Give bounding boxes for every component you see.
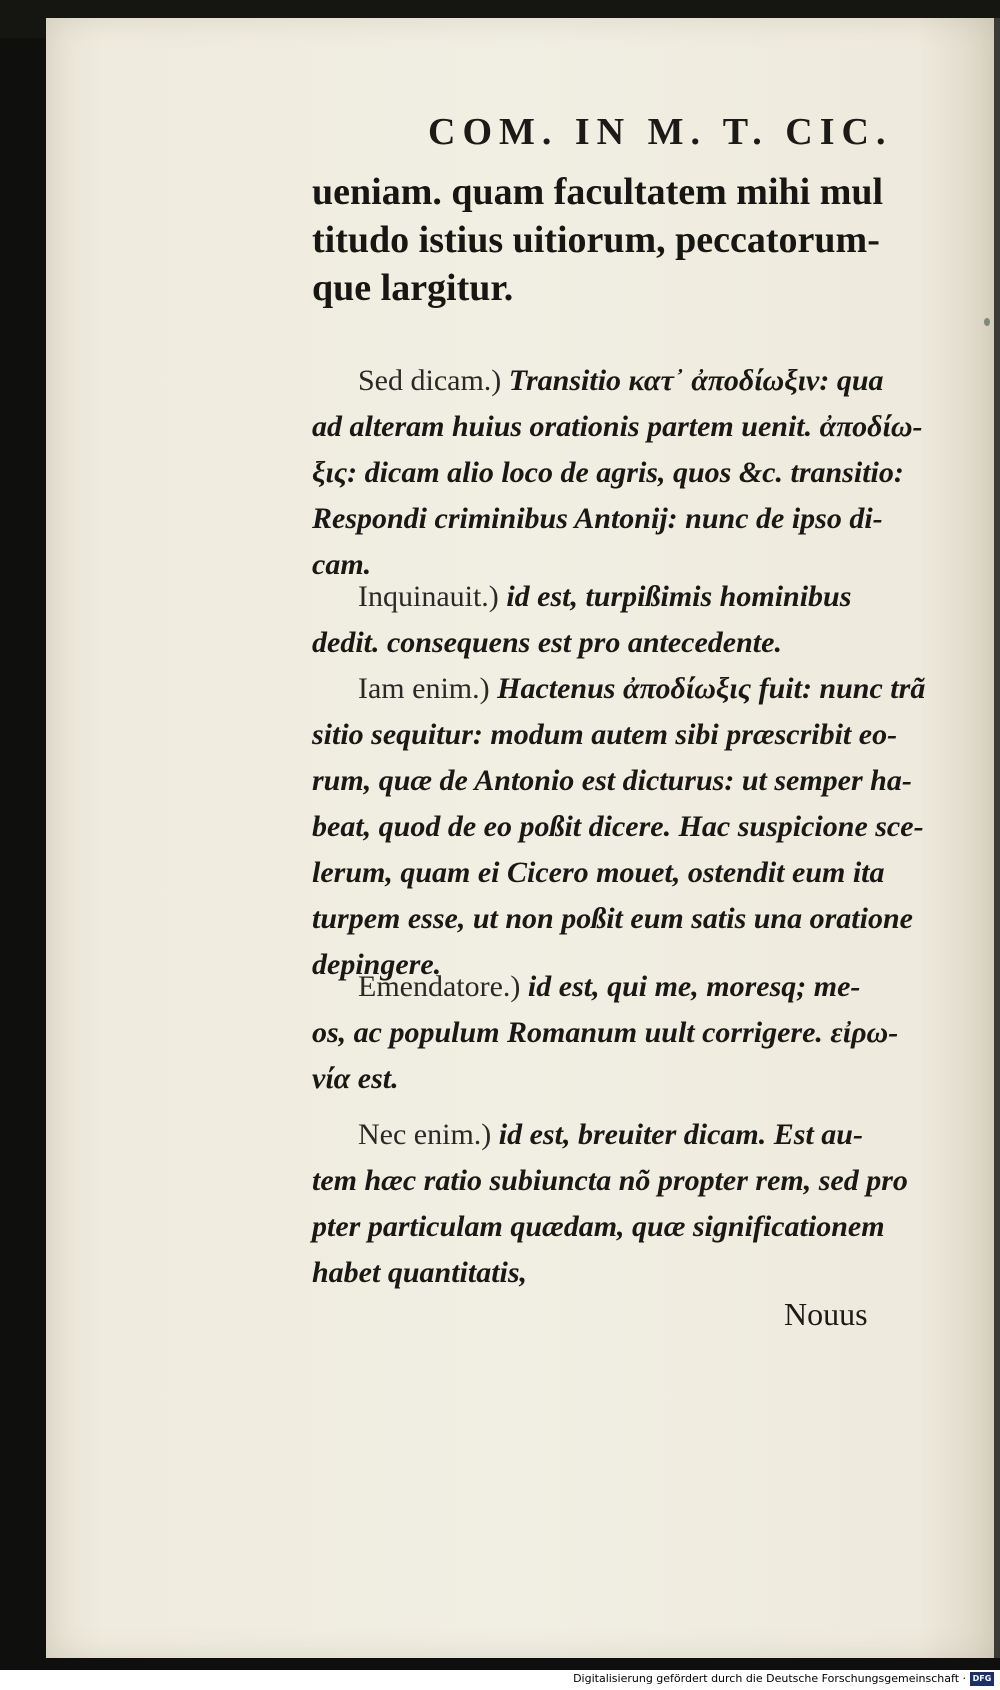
running-head: COM. IN M. T. CIC. <box>428 111 893 153</box>
lead-text <box>312 168 952 312</box>
dfg-logo-icon: DFG <box>970 1672 994 1686</box>
gloss: id est, breuiter dicam. Est au- <box>491 1118 863 1151</box>
commentary-note <box>312 666 952 988</box>
lead-line: ueniam. quam facultatem mihi mul <box>312 171 884 213</box>
gloss: id est, turpißimis hominibus <box>498 580 852 613</box>
commentary-note <box>312 964 952 1102</box>
lemma: Sed dicam.) <box>358 364 502 397</box>
note-line <box>312 666 952 712</box>
note-line: os, ac populum Romanum uult corrigere. εἰρω- <box>312 1016 899 1049</box>
note-line: ad alteram huius orationis partem uenit. ἀποδίω- <box>312 410 923 443</box>
note-line: νία est. <box>312 1062 399 1095</box>
note-line: ξις: dicam alio loco de agris, quos &c. transitio: <box>312 456 904 489</box>
funding-credit: Digitalisierung gefördert durch die Deutsche Forschungsgemeinschaft · <box>573 1672 966 1685</box>
note-line: habet quantitatis, <box>312 1256 528 1289</box>
lead-line: titudo istius uitiorum, peccatorum- <box>312 219 880 261</box>
commentary-note <box>312 1112 952 1296</box>
catchword: Nouus <box>784 1296 868 1332</box>
note-line: pter particulam quædam, quæ significationem <box>312 1210 885 1243</box>
gloss: id est, qui me, moresq; me- <box>520 970 861 1003</box>
note-line <box>312 574 952 620</box>
lemma: Inquinauit.) <box>358 580 499 613</box>
note-line <box>312 1112 952 1158</box>
paper-stain <box>984 318 990 326</box>
gloss: Hactenus ἀποδίωξις fuit: nunc trã <box>489 672 926 705</box>
page-edge <box>994 18 1000 1658</box>
note-line: cam. <box>312 548 372 581</box>
commentary-note <box>312 358 952 588</box>
note-line: sitio sequitur: modum autem sibi præscribit eo- <box>312 718 898 751</box>
note-line <box>312 964 952 1010</box>
note-line: Respondi criminibus Antonij: nunc de ipso di- <box>312 502 883 535</box>
note-line: beat, quod de eo poßit dicere. Hac suspicione sce- <box>312 810 924 843</box>
lemma: Iam enim.) <box>358 672 490 705</box>
note-line <box>312 358 952 404</box>
lead-line: que largitur. <box>312 267 514 309</box>
note-line: dedit. consequens est pro antecedente. <box>312 626 782 659</box>
note-line: lerum, quam ei Cicero mouet, ostendit eum ita <box>312 856 885 889</box>
note-line: depingere. <box>312 948 442 981</box>
lemma: Nec enim.) <box>358 1118 492 1151</box>
commentary-note <box>312 574 952 666</box>
note-line: tem hæc ratio subiuncta nõ propter rem, sed pro <box>312 1164 908 1197</box>
note-line: rum, quæ de Antonio est dicturus: ut semper ha- <box>312 764 912 797</box>
lemma: Emendatore.) <box>358 970 521 1003</box>
note-line: turpem esse, ut non poßit eum satis una oratione <box>312 902 913 935</box>
gloss: Transitio κατ᾽ ἀποδίωξιν: qua <box>501 364 884 397</box>
